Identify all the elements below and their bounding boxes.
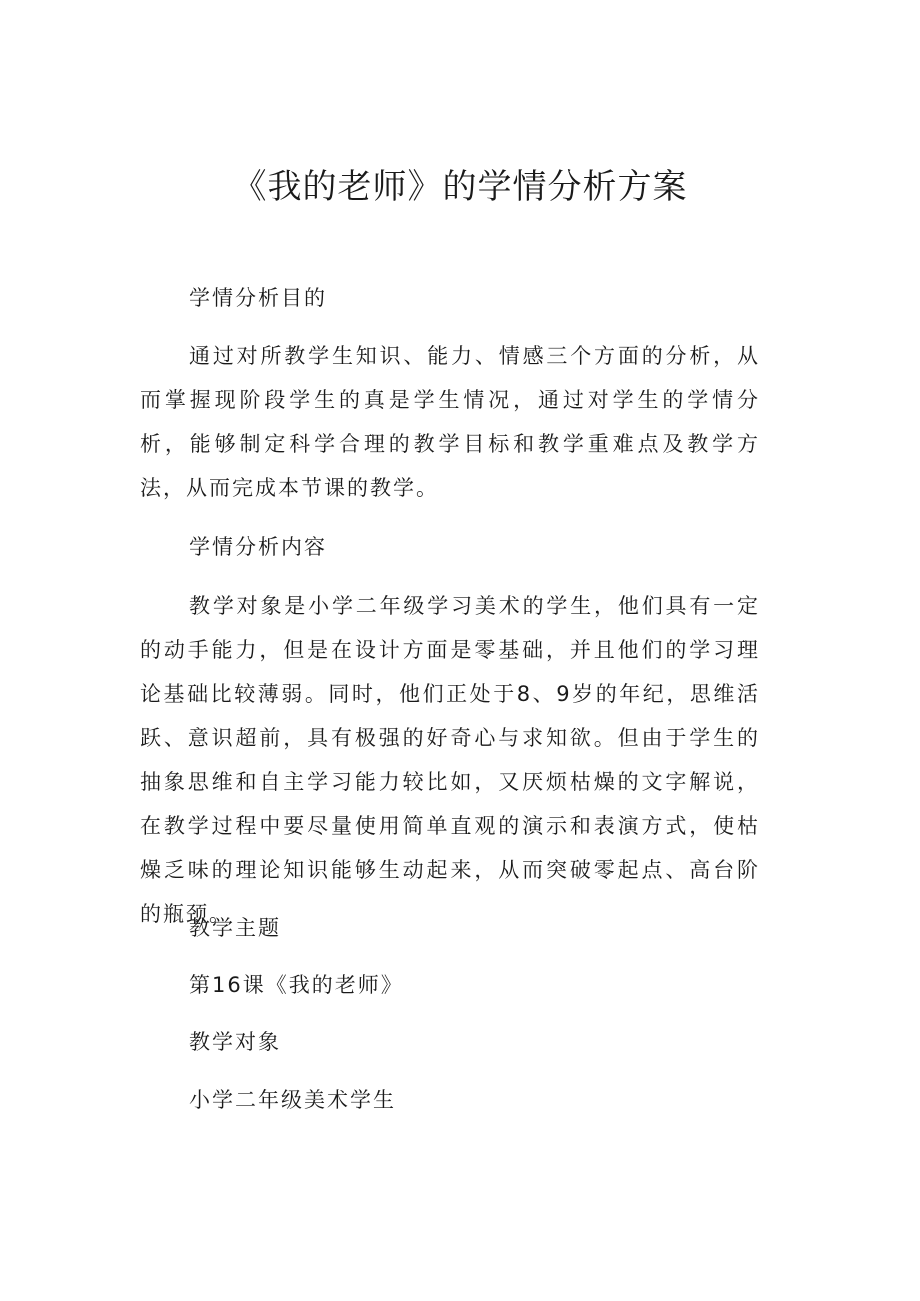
section-heading-audience: 教学对象 [189,1030,281,1054]
section-body-topic: 第16课《我的老师》 [189,973,404,997]
section-body-content: 教学对象是小学二年级学习美术的学生，他们具有一定的动手能力，但是在设计方面是零基础，并且他们的学习理论基础比较薄弱。同时，他们正处于8、9岁的年纪，思维活跃、意识超前，具有极强的好奇心与求知欲。但由于学生的抽象思维和自主学习能力较比如，又厌烦枯燥的文字解说，在教学过程中要尽量使用简单直观的演示和表演方式，使枯燥乏味的理论知识能够生动起来，从而突破零起点、高台阶的瓶颈。 [140,594,760,926]
section-heading-topic: 教学主题 [189,916,281,940]
section-heading-content: 学情分析内容 [189,535,327,559]
section-body-audience: 小学二年级美术学生 [189,1088,396,1112]
document-title: 《我的老师》的学情分析方案 [232,167,688,207]
section-body-purpose: 通过对所教学生知识、能力、情感三个方面的分析，从而掌握现阶段学生的真是学生情况，通过对学生的学情分析，能够制定科学合理的教学目标和教学重难点及教学方法，从而完成本节课的教学。 [140,344,760,500]
section-heading-purpose: 学情分析目的 [189,286,327,310]
